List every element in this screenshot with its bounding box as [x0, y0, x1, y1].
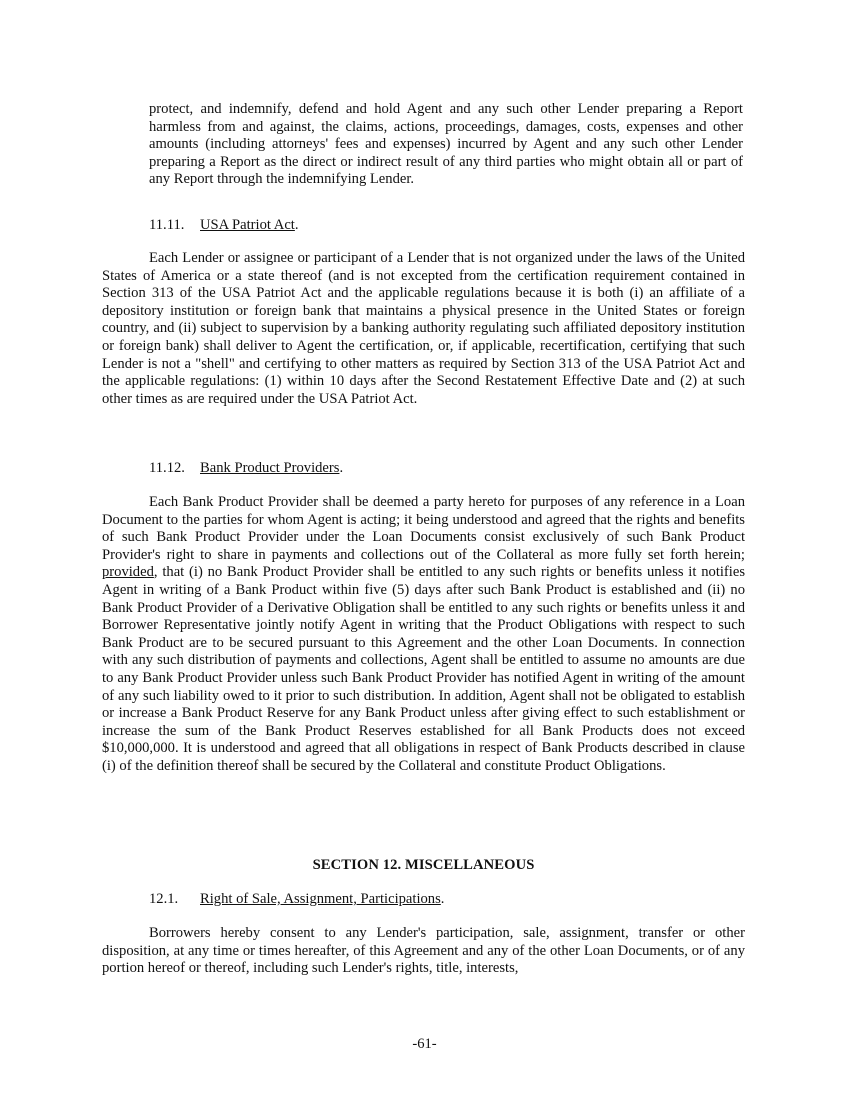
section-12-1-title: Right of Sale, Assignment, Participations — [200, 891, 441, 907]
section-11-12-number: 11.12. — [149, 460, 185, 476]
section-11-12-title-suffix: . — [339, 460, 344, 476]
section-11-11-title: USA Patriot Act — [200, 217, 295, 233]
section-11-11-title-suffix: . — [294, 217, 299, 233]
section-11-12-body-part1: Each Bank Product Provider shall be deemed a party hereto for purposes of any reference in a Loan Document to the parties for whom Agent is acting; it being understood and agreed that the rights and benefits of such Bank Product Provider under the Loan Documents consist exclusively of such Bank Product Provider's right to share in payments and collections out of the Collateral as more fully set forth herein; — [102, 494, 745, 563]
section-12-1-body: Borrowers hereby consent to any Lender's participation, sale, assignment, transfer or other disposition, at any time or times hereafter, of this Agreement and any of the other Loan Documents, or of any portion hereof or thereof, including such Lender's rights, title, interests, — [102, 925, 745, 977]
section-11-11-number: 11.11. — [149, 217, 185, 233]
section-12-1-number: 12.1. — [149, 891, 179, 907]
page-number: -61- — [412, 1036, 437, 1052]
section-11-11-body: Each Lender or assignee or participant of a Lender that is not organized under the laws of the United States of America or a state thereof (and is not excepted from the certification requirement contained in Section 313 of the USA Patriot Act and the applicable regulations because it is both (i) an affiliate of a depository institution or foreign bank that maintains a physical presence in the United States or foreign country, and (ii) subject to supervision by a banking authority regulating such affiliated depository institution or foreign bank) shall deliver to Agent the certification, or, if applicable, recertification, certifying that such Lender is not a "shell" and certifying to other matters as required by Section 313 of the USA Patriot Act and the applicable regulations: (1) within 10 days after the Second Restatement Effective Date and (2) at such other times as are required under the USA Patriot Act. — [102, 250, 745, 407]
section-12-1-heading — [149, 891, 444, 909]
section-11-12-body-provided: provided — [102, 564, 154, 581]
section-11-11-heading — [149, 217, 299, 235]
section-11-12-heading — [149, 460, 343, 478]
intro-paragraph: protect, and indemnify, defend and hold Agent and any such other Lender preparing a Report harmless from and against, the claims, actions, proceedings, damages, costs, expenses and other amounts (including attorneys' fees and expenses) incurred by Agent and any such other Lender preparing a Report as the direct or indirect result of any third parties who might obtain all or part of any Report through the indemnifying Lender. — [149, 101, 743, 188]
section-11-12-body — [102, 494, 745, 776]
section-12-1-title-suffix: . — [440, 891, 445, 907]
section-12-title: SECTION 12. MISCELLANEOUS — [312, 857, 535, 873]
section-11-12-title: Bank Product Providers — [200, 460, 340, 476]
section-11-12-body-part2: , that (i) no Bank Product Provider shall be entitled to any such rights or benefits unless it notifies Agent in writing of a Bank Product within five (5) days after such Bank Product is established and (ii) no Bank Product Provider of a Derivative Obligation shall be entitled to any such rights or benefits unless it and Borrower Representative jointly notify Agent in writing that the Product Obligations with respect to such Bank Product are to be secured pursuant to this Agreement and the other Loan Documents. In connection with any such distribution of payments and collections, Agent shall be entitled to assume no amounts are due to any Bank Product Provider unless such Bank Product Provider has notified Agent in writing of the amount of any such liability owed to it prior to such distribution. In addition, Agent shall not be obligated to establish or increase a Bank Product Reserve for any Bank Product unless after giving effect to such establishment or increase the sum of the Bank Product Reserves established for all Bank Products does not exceed $10,000,000. It is understood and agreed that all obligations in respect of Bank Products described in clause (i) of the definition thereof shall be secured by the Collateral and constitute Product Obligations. — [102, 564, 745, 774]
